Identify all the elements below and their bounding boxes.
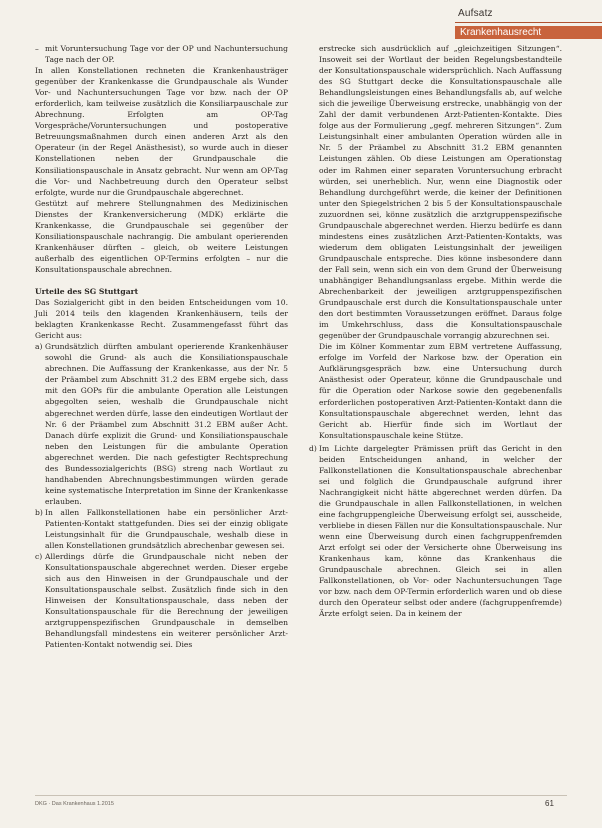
body-paragraph: erstrecke sich ausdrücklich auf „gleichzeitigen Sitzungen“. Insoweit sei der Wortlaut der beiden Regelungsbestandteile der Konsultationspauschale widersprüchlich. Nach Auffassung des SG Stuttgart decke die Konsultationspauschale alle Behandlungsleistungen eines Behandlungsfalls ab, auf welche sich die jeweilige Überweisung erstrecke, unabhängig von der Zahl der damit verbundenen Arzt-Patienten-Kontakte. Dies folge aus der Formulierung „gegf. mehreren Sitzungen“. Zum Leistungsinhalt einer ambulanten Operation würden alle in Nr. 5 der Präambel zu Abschnitt 31.2 EBM genannten Leistungen zählen. Ob diese Leistungen am Operationstag oder im Rahmen einer separaten Voruntersuchung erbracht würden, sei unerheblich. Nur, wenn eine Diagnostik oder Behandlung durchgeführt werde, die keiner der Definitionen unter den Spiegelstrichen 2 bis 5 der Konsultationspauschale zuzuordnen sei, könne zusätzlich die arztgruppenspezifische Grundpauschale abgerechnet werden. Hierzu bedürfe es dann mindestens eines zusätzlichen Arzt-Patienten-Kontakts, was wiederum dem obligaten Leistungsinhalt der jeweiligen Grundpauschale entspreche. Dies könne insbesondere dann der Fall sein, wenn sich ein von dem Grund der Überweisung unabhängiger Behandlungsanlass ergebe. Mithin werde die Abrechenbarkeit der jeweiligen arztgruppenspezifischen Grundpauschale erst durch die Konsultationspauschale unter den dort bestimmten Voraussetzungen eröffnet. Daraus folge im Umkehrschluss, dass die Konsultationspauschale gegenüber der Grundpauschale vorrangig abzurechnen sei.: [319, 44, 562, 341]
list-item-c: [35, 551, 288, 650]
list-item-text: Grundsätzlich dürften ambulant operierende Krankenhäuser sowohl die Grund- als auch die Konsiliationspauschale abrechnen. Die Auffassung der Krankenkasse, aus der Nr. 5 der Präambel zum Abschnitt 31.2 des EBM ergebe sich, dass mit den GOPs für die ambulante Operation alle Leistungen abgegolten seien, weshalb die Grundpauschale nicht abgerechnet werden dürfe, lasse den eindeutigen Wortlaut der Nr. 6 der Präambel zum Abschnitt 31.2 EBM außer Acht. Danach dürfe explizit die Grund- und Konsiliationspauschale neben den Leistungen für die ambulante Operation abgerechnet werden. Die nach gefestigter Rechtsprechung des Bundessozialgerichts (BSG) streng nach Wortlaut zu handhabenden Abrechnungsbestimmungen würden gerade keine systematische Interpretation im Sinne der Krankenkasse erlauben.: [45, 342, 289, 506]
section-heading: Urteile des SG Stuttgart: [35, 286, 139, 296]
section-label: Aufsatz: [458, 8, 493, 19]
list-item-text: Im Lichte dargelegter Prämissen prüft das Gericht in den beiden Entscheidungen anhand, in welcher der Fallkonstellationen die Konsultationspauschale abrechenbar sei und folglich die Grundpauschale aufgrund ihrer Nachrangigkeit nicht hätte abgerechnet werden dürfen. Da die Grundpauschale in allen Fallkonstellationen, in welchen eine fachgruppengleiche Überweisung erfolgt sei, ausscheide, verbliebe in diesen Fällen nur die Konsultationspauschale. Nur wenn eine Überweisung durch einen fachgruppenfremden Arzt erfolgt sei oder der Versicherte ohne Überweisung ins Krankenhaus kam, könne das Krankenhaus die Grundpauschale abrechnen. Gleich sei in allen Fallkonstellationen, ob Vor- oder Nachuntersuchungen Tage vor bzw. nach dem OP-Termin erforderlich waren und ob diese durch den Operateur selbst oder andere (fachgruppenfremde) Ärzte erfolgt seien. Da in keinem der: [319, 443, 562, 619]
list-item-text: Allerdings dürfe die Grundpauschale nicht neben der Konsultationspauschale abgerechnet werden. Dieser ergebe sich aus den Hinweisen in der Grundpauschale und der Konsultationspauschale selbst. Zusätzlich finde sich in den Hinweisen der Konsultationspauschale, dass neben der Konsultationspauschale für die Berechnung der jeweiligen arztgruppenspezifischen Grundpauschale in demselben Behandlungsfall mindestens ein weiterer persönlicher Arzt-Patienten-Kontakt notwendig sei. Dies: [45, 552, 288, 650]
page-number: 61: [545, 799, 554, 808]
list-label: a): [35, 342, 43, 352]
list-item-a: [35, 341, 288, 507]
dash-continuation: [35, 43, 288, 65]
list-label: c): [35, 552, 43, 562]
body-paragraph: Das Sozialgericht gibt in den beiden Entscheidungen vom 10. Juli 2014 teils den klagenden Krankenhäusern, teils der beklagten Krankenkasse Recht. Zusammengefasst führt das Gericht aus:: [35, 298, 288, 341]
list-label: d): [309, 443, 317, 453]
footer-source: DKG · Das Krankenhaus 1.2015: [35, 801, 114, 807]
list-label: b): [35, 507, 43, 517]
header-rule: [455, 22, 602, 23]
body-paragraph: Gestützt auf mehrere Stellungnahmen des Medizinischen Dienstes der Krankenversicherung (MDK) erklärte die Krankenkasse, die Grundpauschale sei gegenüber der Konsiliationspauschale nachrangig. Die ambulant operierenden Krankenhäuser dürften – gleich, ob weitere Leistungen außerhalb des eigentlichen OP-Termins erfolgten – nur die Konsultationspauschale abrechnen.: [35, 198, 288, 274]
footer-rule: [35, 795, 567, 796]
dash-marker: –: [35, 44, 39, 53]
list-item-d: [309, 443, 562, 620]
list-item-c-continued: [309, 43, 562, 341]
list-item-text: In allen Fallkonstellationen habe ein persönlicher Arzt-Patienten-Kontakt stattgefunden. Dies sei der einzig obligate Leistungsinhalt für die Grundpauschale, weshalb diese in allen Konstellationen grundsätzlich abrechenbar gewesen sei.: [45, 507, 288, 551]
right-column: [309, 43, 562, 619]
body-paragraph: Die im Kölner Kommentar zum EBM vertretene Auffassung, erfolge im Vorfeld der Narkose bzw. der Operation ein Aufklärungsgespräch bzw. eine Untersuchung durch Anästhesist oder Operateur, könne die Grundpauschale und für die Operation oder Narkose sowie den gegebenenfalls erforderlichen postoperativen Arzt-Patienten-Kontakt dann die Konsultationspauschale abgerechnet werden, lehnt das Gericht ab. Hierfür finde sich im Wortlaut der Konsultationspauschale keine Stütze.: [319, 342, 562, 440]
body-paragraph: In allen Konstellationen rechneten die Krankenhausträger gegenüber der Krankenkasse die Grundpauschale als Wunder Vor- und Nachuntersuchungen Tage vor bzw. nach der OP erforderlich, kam teilweise zusätzlich die Konsiliarpauschale zur Abrechnung. Erfolgten am OP-Tag Vorgespräche/Voruntersuchungen und postoperative Betreuungsmaßnahmen durch einen anderen Arzt als den Operateur (in der Regel Anästhesist), so wurde auch in dieser Konstellationen neben der Grundpauschale die Konsiliationspauschale in Ansatz gebracht. Nur wenn am OP-Tag die Vor- und Nachbetreuung durch den Operateur selbst erfolgte, wurde nur die Grundpauschale abgerechnet.: [35, 66, 288, 197]
rubric-label: Krankenhausrecht: [460, 27, 542, 38]
list-item-b: [35, 507, 288, 551]
list-item-c-continued-2: [309, 341, 562, 440]
dash-continuation-text: mit Voruntersuchung Tage vor der OP und Nachuntersuchung Tage nach der OP.: [45, 44, 288, 65]
left-column: [35, 43, 288, 651]
